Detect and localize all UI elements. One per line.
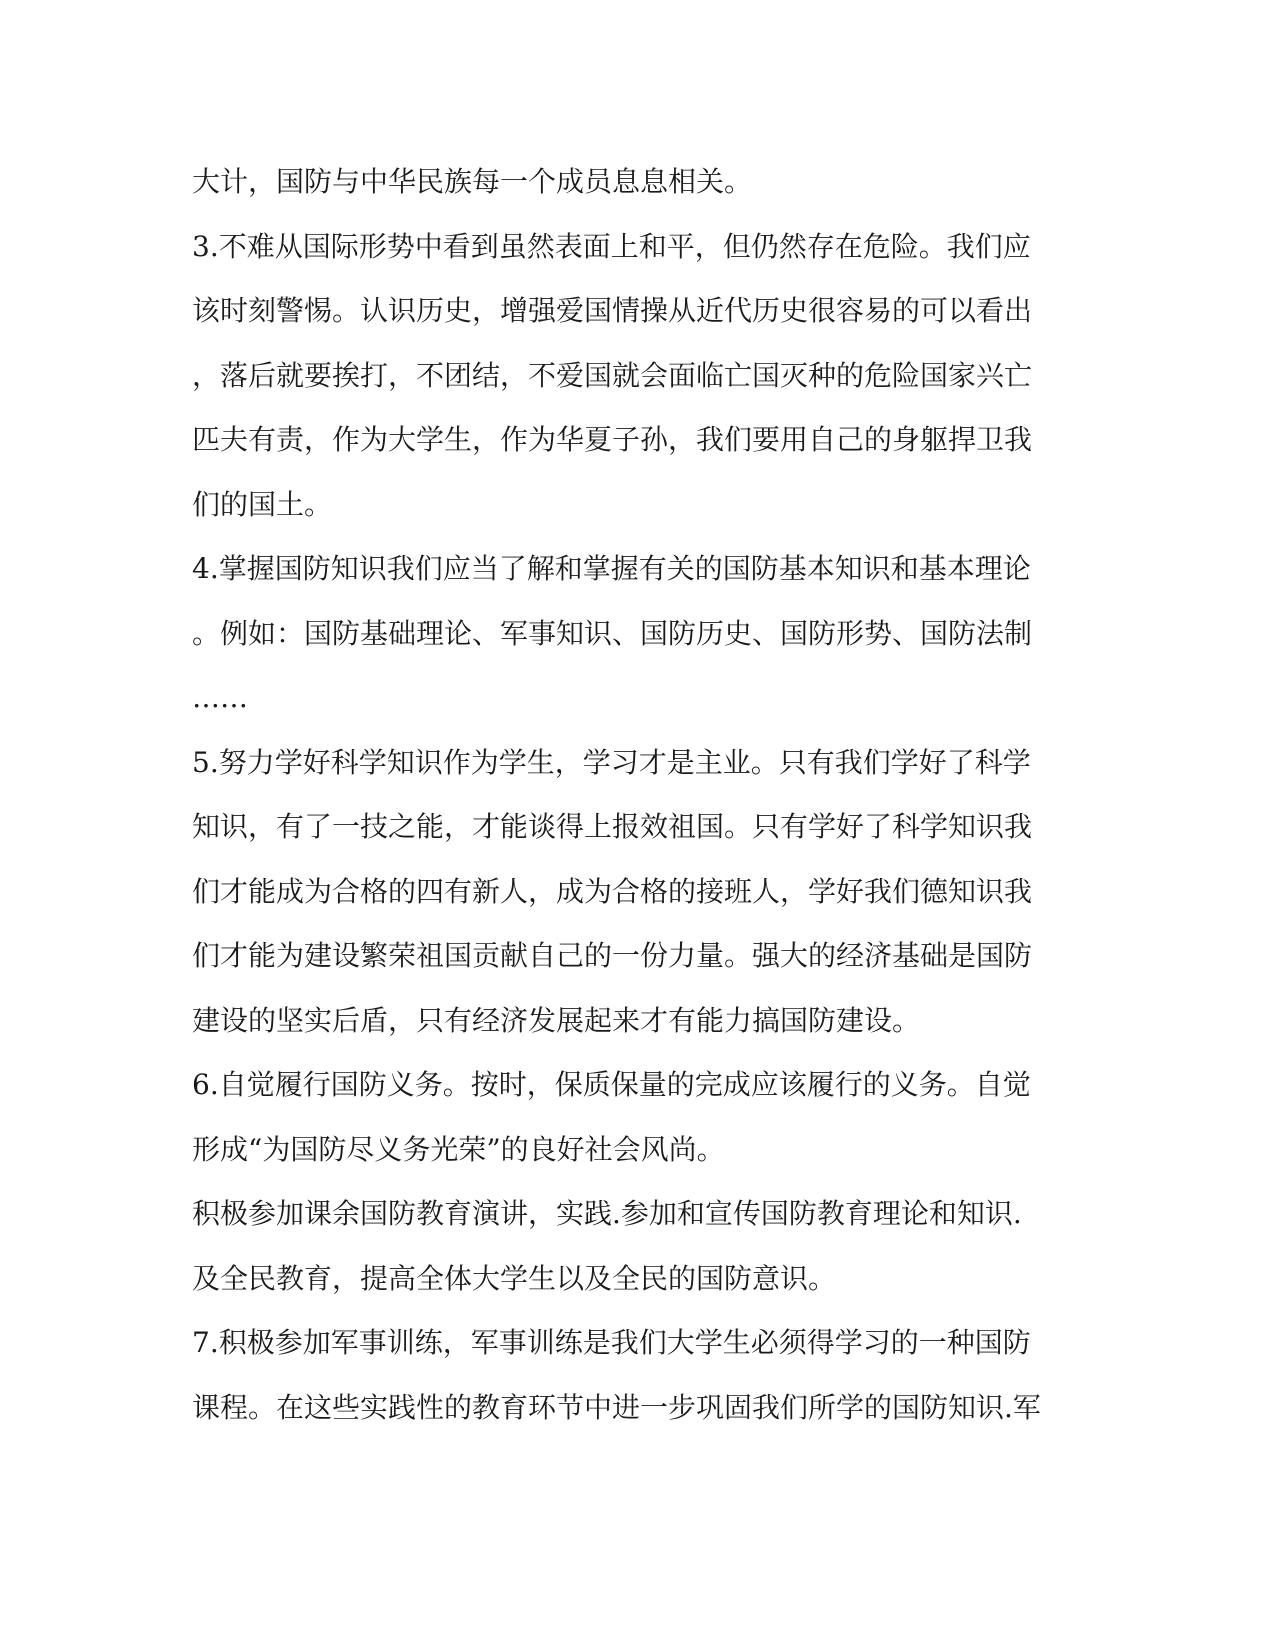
text-line: 们才能成为合格的四有新人，成为合格的接班人，学好我们德知识我 [192, 874, 1033, 908]
text-line: 该时刻警惕。认识历史，增强爱国情操从近代历史很容易的可以看出 [192, 294, 1033, 327]
text-line: 大计，国防与中华民族每一个成员息息相关。 [192, 165, 753, 198]
text-line: 3.不难从国际形势中看到虽然表面上和平，但仍然存在危险。我们应 [192, 229, 1031, 263]
text-line: 们才能为建设繁荣祖国贡献自己的一份力量。强大的经济基础是国防 [192, 939, 1033, 972]
text-line: 5.努力学好科学知识作为学生，学习才是主业。只有我们学好了科学 [192, 745, 1031, 779]
text-line: 7.积极参加军事训练，军事训练是我们大学生必须得学习的一种国防 [192, 1326, 1031, 1359]
document-body [192, 150, 1092, 1440]
text-line: 建设的坚实后盾，只有经济发展起来才有能力搞国防建设。 [192, 1003, 921, 1037]
text-line: ，落后就要挨打，不团结，不爱国就会面临亡国灭种的危险国家兴亡 [192, 358, 1033, 392]
text-line: 积极参加课余国防教育演讲，实践.参加和宣传国防教育理论和知识. [192, 1197, 1022, 1230]
text-line: 6.自觉履行国防义务。按时，保质保量的完成应该履行的义务。自觉 [192, 1068, 1031, 1101]
text-line: 及全民教育，提高全体大学生以及全民的国防意识。 [192, 1261, 837, 1295]
text-line: 。例如：国防基础理论、军事知识、国防历史、国防形势、国防法制 [192, 616, 1033, 650]
text-line: 们的国土。 [192, 487, 333, 521]
text-line: 4.掌握国防知识我们应当了解和掌握有关的国防基本知识和基本理论 [192, 552, 1031, 585]
text-line: 形成“为国防尽义务光荣”的良好社会风尚。 [192, 1132, 725, 1166]
text-line: …… [192, 681, 248, 714]
text-line: 课程。在这些实践性的教育环节中进一步巩固我们所学的国防知识.军 [192, 1390, 1041, 1424]
text-line: 知识，有了一技之能，才能谈得上报效祖国。只有学好了科学知识我 [192, 810, 1033, 843]
text-line: 匹夫有责，作为大学生，作为华夏子孙，我们要用自己的身躯捍卫我 [192, 423, 1033, 456]
